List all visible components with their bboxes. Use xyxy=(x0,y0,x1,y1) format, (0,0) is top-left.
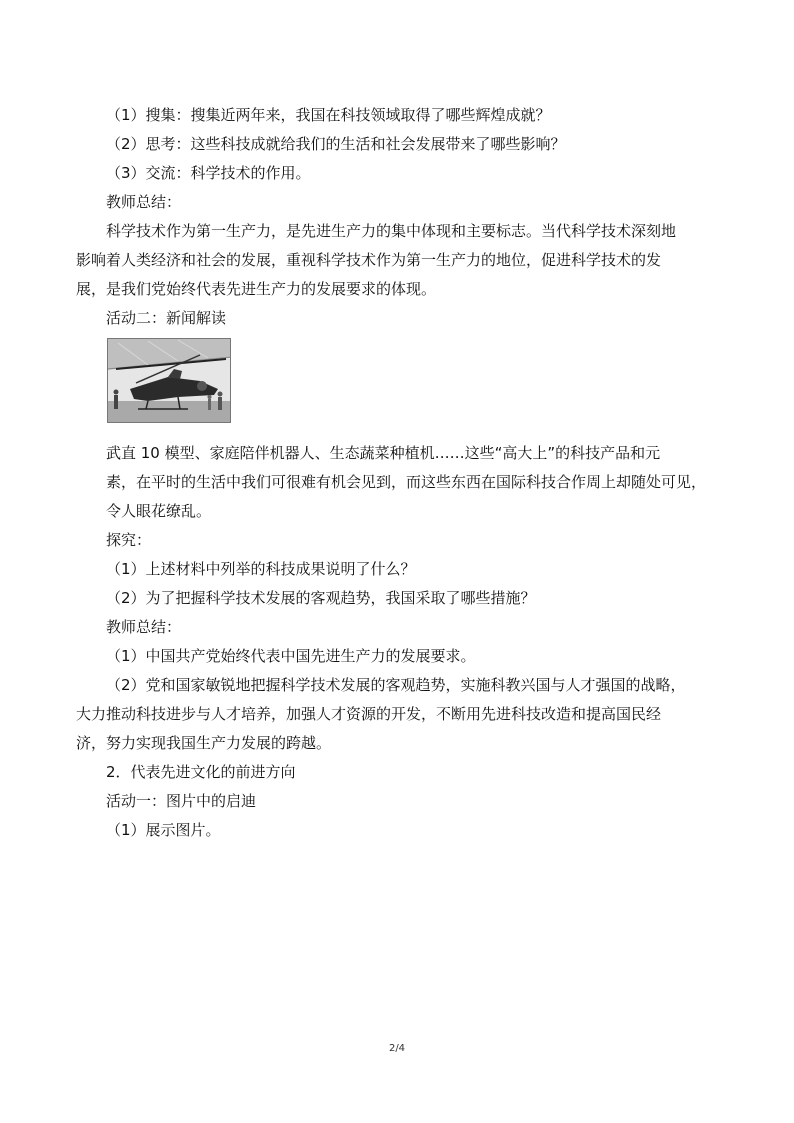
text-line: 影响着人类经济和社会的发展，重视科学技术作为第一生产力的地位，促进科学技术的发 xyxy=(76,251,662,269)
text-line: 2．代表先进文化的前进方向 xyxy=(106,763,296,781)
text-line: （1）上述材料中列举的科技成果说明了什么？ xyxy=(106,560,416,578)
text-line: 教师总结： xyxy=(106,193,182,211)
helicopter-icon xyxy=(108,339,231,423)
text-line: 探究： xyxy=(106,531,152,549)
text-line: （1）中国共产党始终代表中国先进生产力的发展要求。 xyxy=(106,647,476,665)
text-line: 令人眼花缭乱。 xyxy=(106,502,212,520)
page-number: 2/4 xyxy=(388,1043,406,1054)
text-line: （1）搜集：搜集近两年来，我国在科技领域取得了哪些辉煌成就？ xyxy=(106,106,551,124)
text-line: 活动一：图片中的启迪 xyxy=(106,792,257,810)
text-line: 教师总结： xyxy=(106,618,182,636)
text-line: 科学技术作为第一生产力，是先进生产力的集中体现和主要标志。当代科学技术深刻地 xyxy=(106,222,677,240)
text-line: 展，是我们党始终代表先进生产力的发展要求的体现。 xyxy=(76,280,437,298)
text-line: （2）为了把握科学技术发展的客观趋势，我国采取了哪些措施？ xyxy=(106,589,536,607)
text-line: （3）交流：科学技术的作用。 xyxy=(106,164,311,182)
text-line: 活动二：新闻解读 xyxy=(106,309,227,327)
text-line: 素，在平时的生活中我们可很难有机会见到，而这些东西在国际科技合作周上却随处可见， xyxy=(106,473,707,491)
text-line: 大力推动科技进步与人才培养，加强人才资源的开发，不断用先进科技改造和提高国民经 xyxy=(76,705,662,723)
text-line: （1）展示图片。 xyxy=(106,821,221,839)
text-line: 武直 10 模型、家庭陪伴机器人、生态蔬菜种植机……这些“高大上”的科技产品和元 xyxy=(106,444,661,462)
text-line: （2）党和国家敏锐地把握科学技术发展的客观趋势，实施科教兴国与人才强国的战略， xyxy=(106,676,686,694)
helicopter-photo xyxy=(107,338,231,423)
text-line: 济，努力实现我国生产力发展的跨越。 xyxy=(76,734,332,752)
text-line: （2）思考：这些科技成就给我们的生活和社会发展带来了哪些影响？ xyxy=(106,135,566,153)
